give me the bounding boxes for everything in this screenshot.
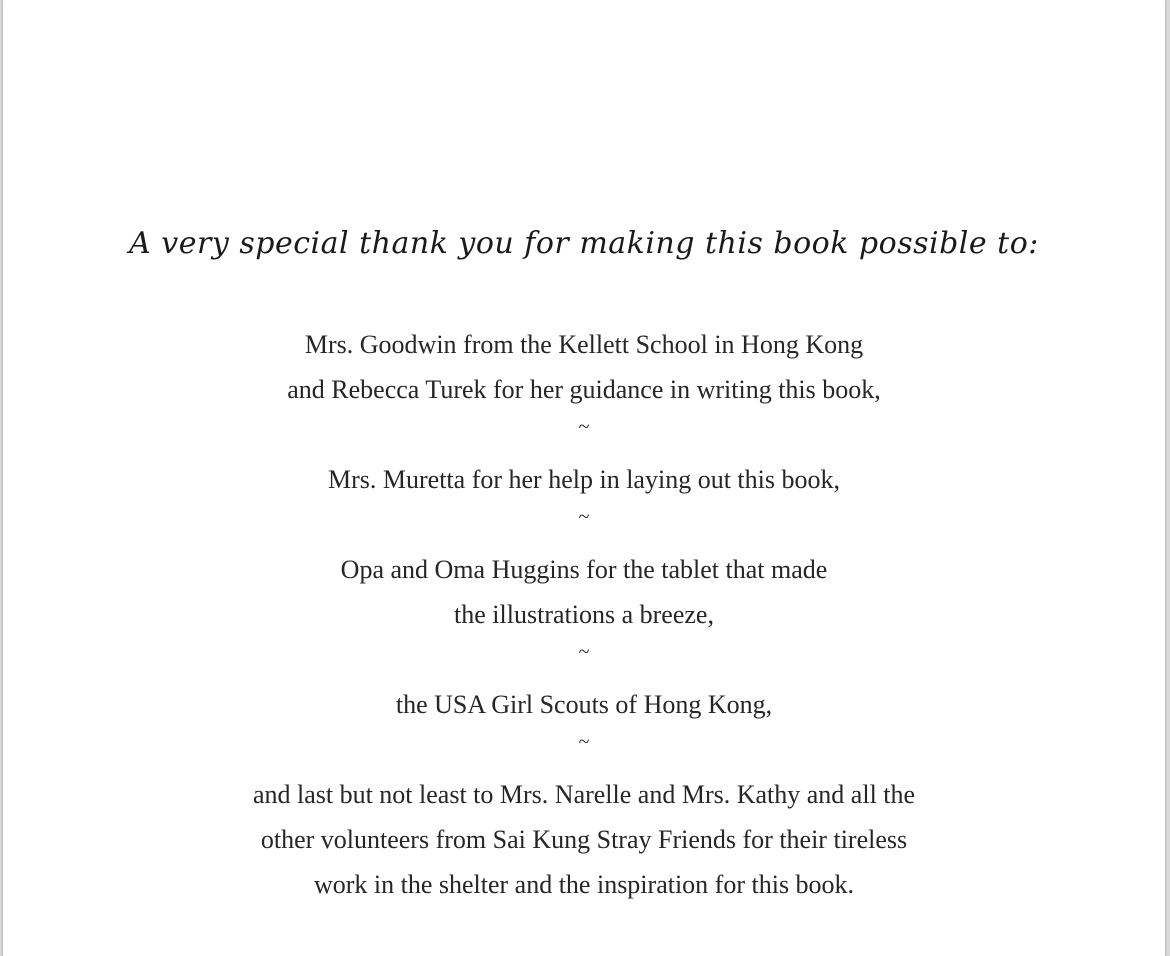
- tilde-separator: ~: [578, 731, 590, 753]
- tilde-separator: ~: [578, 416, 590, 438]
- ack-line: the USA Girl Scouts of Hong Kong,: [395, 690, 773, 719]
- acknowledgment-heading: A very special thank you for making this book possible to:: [129, 226, 1039, 261]
- ack-line: the illustrations a breeze,: [454, 600, 714, 629]
- document-page: [3, 0, 1165, 956]
- acknowledgment-body: [3, 322, 1165, 907]
- ack-line: Mrs. Muretta for her help in laying out this book,: [328, 465, 840, 494]
- ack-line: and Rebecca Turek for her guidance in writing this book,: [287, 375, 881, 404]
- tilde-separator: ~: [578, 506, 590, 528]
- ack-line: Mrs. Goodwin from the Kellett School in Hong Kong: [304, 330, 864, 359]
- ack-line: Opa and Oma Huggins for the tablet that made: [340, 555, 828, 584]
- ack-line: work in the shelter and the inspiration for this book.: [313, 870, 855, 899]
- tilde-separator: ~: [578, 641, 590, 663]
- ack-line: other volunteers from Sai Kung Stray Friends for their tireless: [260, 825, 908, 854]
- ack-line: and last but not least to Mrs. Narelle and Mrs. Kathy and all the: [252, 780, 916, 809]
